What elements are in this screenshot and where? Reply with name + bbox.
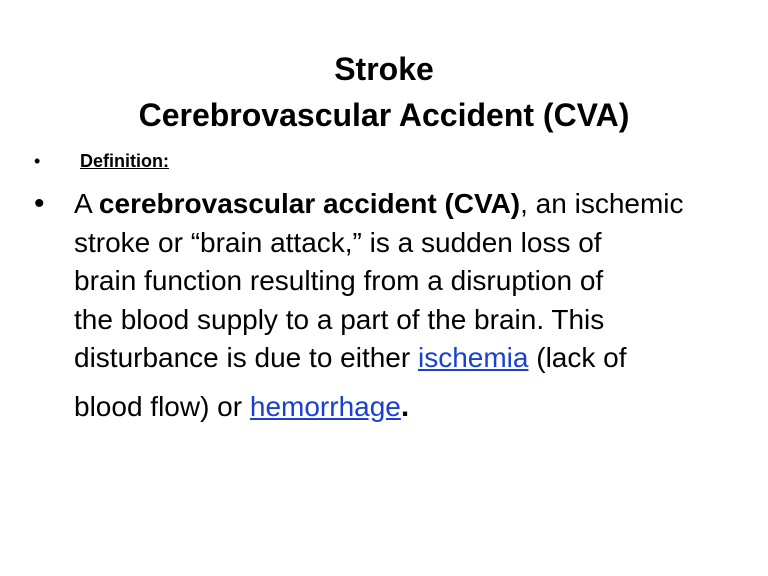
definition-paragraph (74, 185, 734, 426)
period: . (400, 389, 410, 423)
paragraph-line: stroke or “brain attack,” is a sudden loss of (74, 226, 602, 258)
definition-label: Definition: (80, 151, 169, 171)
slide-title (0, 46, 768, 138)
term-cva: cerebrovascular accident (CVA) (98, 188, 521, 219)
bullet-dot: • (34, 151, 41, 171)
paragraph-line (74, 185, 734, 224)
paragraph-line (74, 388, 734, 427)
text-fragment: A (74, 188, 99, 219)
title-line-cva: Cerebrovascular Accident (CVA) (138, 97, 630, 133)
text-fragment: , an ischemic (520, 188, 684, 219)
ischemia-link[interactable]: ischemia (417, 342, 529, 373)
text-fragment: disturbance is due to either (74, 342, 418, 373)
hemorrhage-link[interactable]: hemorrhage (249, 390, 401, 422)
bullet-dot: • (34, 187, 45, 220)
paragraph-line (74, 339, 734, 378)
text-fragment: blood flow) or (74, 390, 250, 422)
title-line-stroke: Stroke (334, 51, 434, 87)
paragraph-line: brain function resulting from a disruption of (74, 265, 604, 296)
text-fragment: (lack of (528, 342, 627, 373)
paragraph-line: the blood supply to a part of the brain. This (74, 303, 605, 335)
